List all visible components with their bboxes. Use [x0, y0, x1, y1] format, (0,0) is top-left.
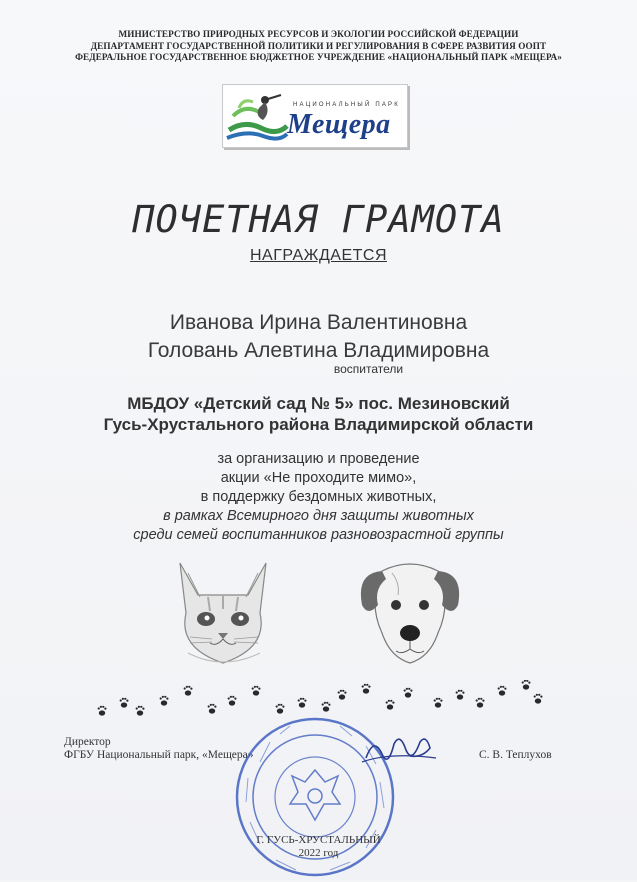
heron-river-logo-icon	[225, 86, 289, 146]
city: Г. ГУСЬ-ХРУСТАЛЬНЫЙ	[256, 834, 381, 846]
puppy-drawing-icon	[352, 553, 467, 668]
header-line-3: ФЕДЕРАЛЬНОЕ ГОСУДАРСТВЕННОЕ БЮДЖЕТНОЕ УЧРЕЖДЕНИЕ «НАЦИОНАЛЬНЫЙ ПАРК «МЕЩЕРА»	[75, 52, 562, 62]
organization	[0, 393, 637, 435]
director-signature-icon	[360, 728, 440, 773]
place-and-date	[0, 834, 637, 860]
recipient-name: Головань Алевтина Владимировна	[147, 339, 490, 362]
description-line: среди семей воспитанников разновозрастной группы	[133, 527, 504, 543]
signatory-title: Директор	[64, 736, 111, 748]
year: 2022 год	[298, 847, 339, 859]
header-line-1: МИНИСТЕРСТВО ПРИРОДНЫХ РЕСУРСОВ И ЭКОЛОГИИ РОССИЙСКОЙ ФЕДЕРАЦИИ	[118, 29, 519, 39]
signatory-position	[64, 736, 254, 762]
description-line: в поддержку бездомных животных,	[200, 489, 437, 505]
pet-illustrations	[0, 553, 637, 673]
organization-line: МБДОУ «Детский сад № 5» пос. Мезиновский	[127, 394, 510, 413]
logo-name: Мещера	[287, 109, 391, 140]
organization-line: Гусь-Хрустального района Владимирской области	[103, 415, 534, 434]
header-line-2: ДЕПАРТАМЕНТ ГОСУДАРСТВЕННОЙ ПОЛИТИКИ И РЕГУЛИРОВАНИЯ В СФЕРЕ РАЗВИТИЯ ООПТ	[90, 40, 547, 51]
park-logo	[222, 84, 408, 148]
award-label: НАГРАЖДАЕТСЯ	[250, 247, 387, 264]
description-line: в рамках Всемирного дня защиты животных	[163, 508, 474, 524]
description-line: за организацию и проведение	[217, 451, 420, 467]
recipient-name: Иванова Ирина Валентиновна	[169, 311, 468, 334]
issuer-header	[0, 29, 637, 64]
recipients	[0, 309, 637, 365]
description-line: акции «Не проходите мимо»,	[220, 470, 417, 486]
kitten-drawing-icon	[168, 553, 278, 668]
recipient-role: воспитатели	[333, 362, 404, 376]
signatory-name: С. В. Теплухов	[479, 749, 552, 761]
certificate-title: ПОЧЕТНАЯ ГРАМОТА	[132, 198, 505, 241]
signatory-org: ФГБУ Национальный парк, «Мещера»	[64, 749, 254, 761]
logo-subtitle: НАЦИОНАЛЬНЫЙ ПАРК	[293, 102, 400, 108]
award-description	[0, 450, 637, 545]
